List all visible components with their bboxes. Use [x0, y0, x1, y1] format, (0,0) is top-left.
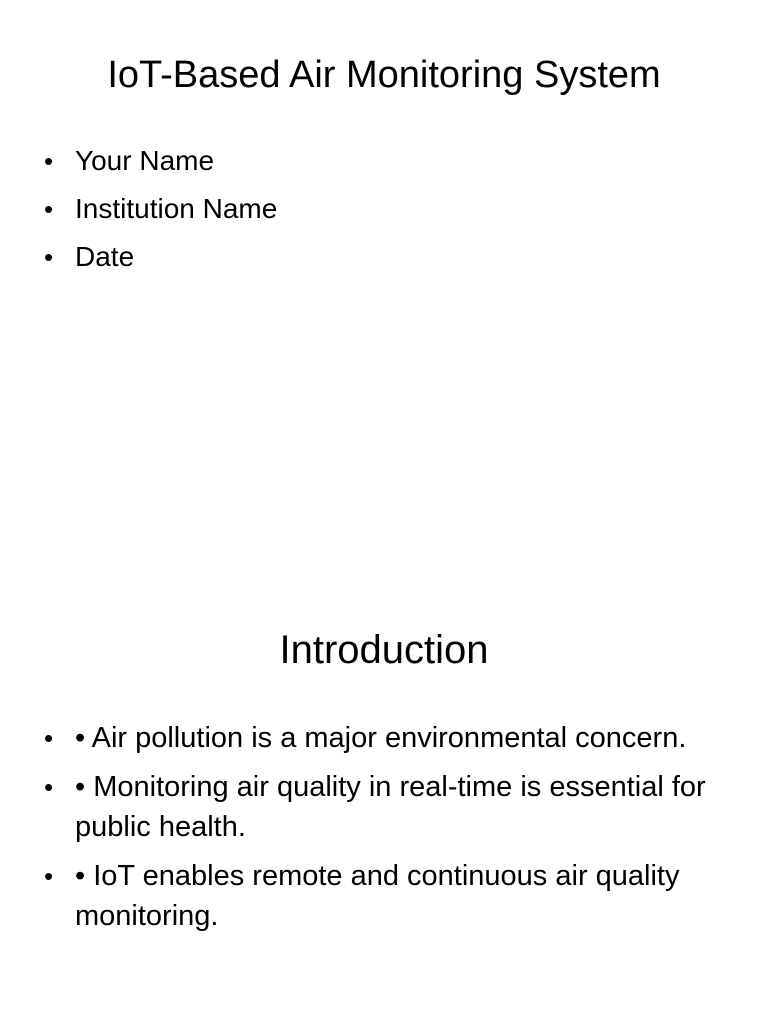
bullet-text: • Air pollution is a major environmental concern.	[75, 722, 687, 754]
list-item	[0, 142, 768, 180]
bullet-text: Your Name	[75, 145, 215, 176]
bullet-list	[0, 142, 768, 286]
slide-title: Introduction	[279, 628, 489, 672]
bullet-icon: •	[44, 242, 54, 272]
list-item	[0, 856, 768, 936]
bullet-icon: •	[44, 146, 54, 176]
bullet-icon: •	[44, 194, 54, 224]
bullet-icon: •	[44, 723, 54, 753]
slide-title: IoT-Based Air Monitoring System	[107, 54, 661, 96]
bullet-text: • IoT enables remote and continuous air quality monitoring.	[75, 860, 680, 932]
bullet-icon: •	[44, 861, 54, 891]
bullet-text: • Monitoring air quality in real-time is essential for public health.	[75, 771, 706, 843]
list-item	[0, 190, 768, 228]
introduction-slide	[0, 512, 768, 1024]
list-item	[0, 767, 768, 847]
bullet-text: Date	[75, 241, 135, 272]
bullet-icon: •	[44, 772, 54, 802]
bullet-list	[0, 718, 768, 945]
list-item	[0, 718, 768, 758]
list-item	[0, 238, 768, 276]
bullet-text: Institution Name	[75, 193, 278, 224]
